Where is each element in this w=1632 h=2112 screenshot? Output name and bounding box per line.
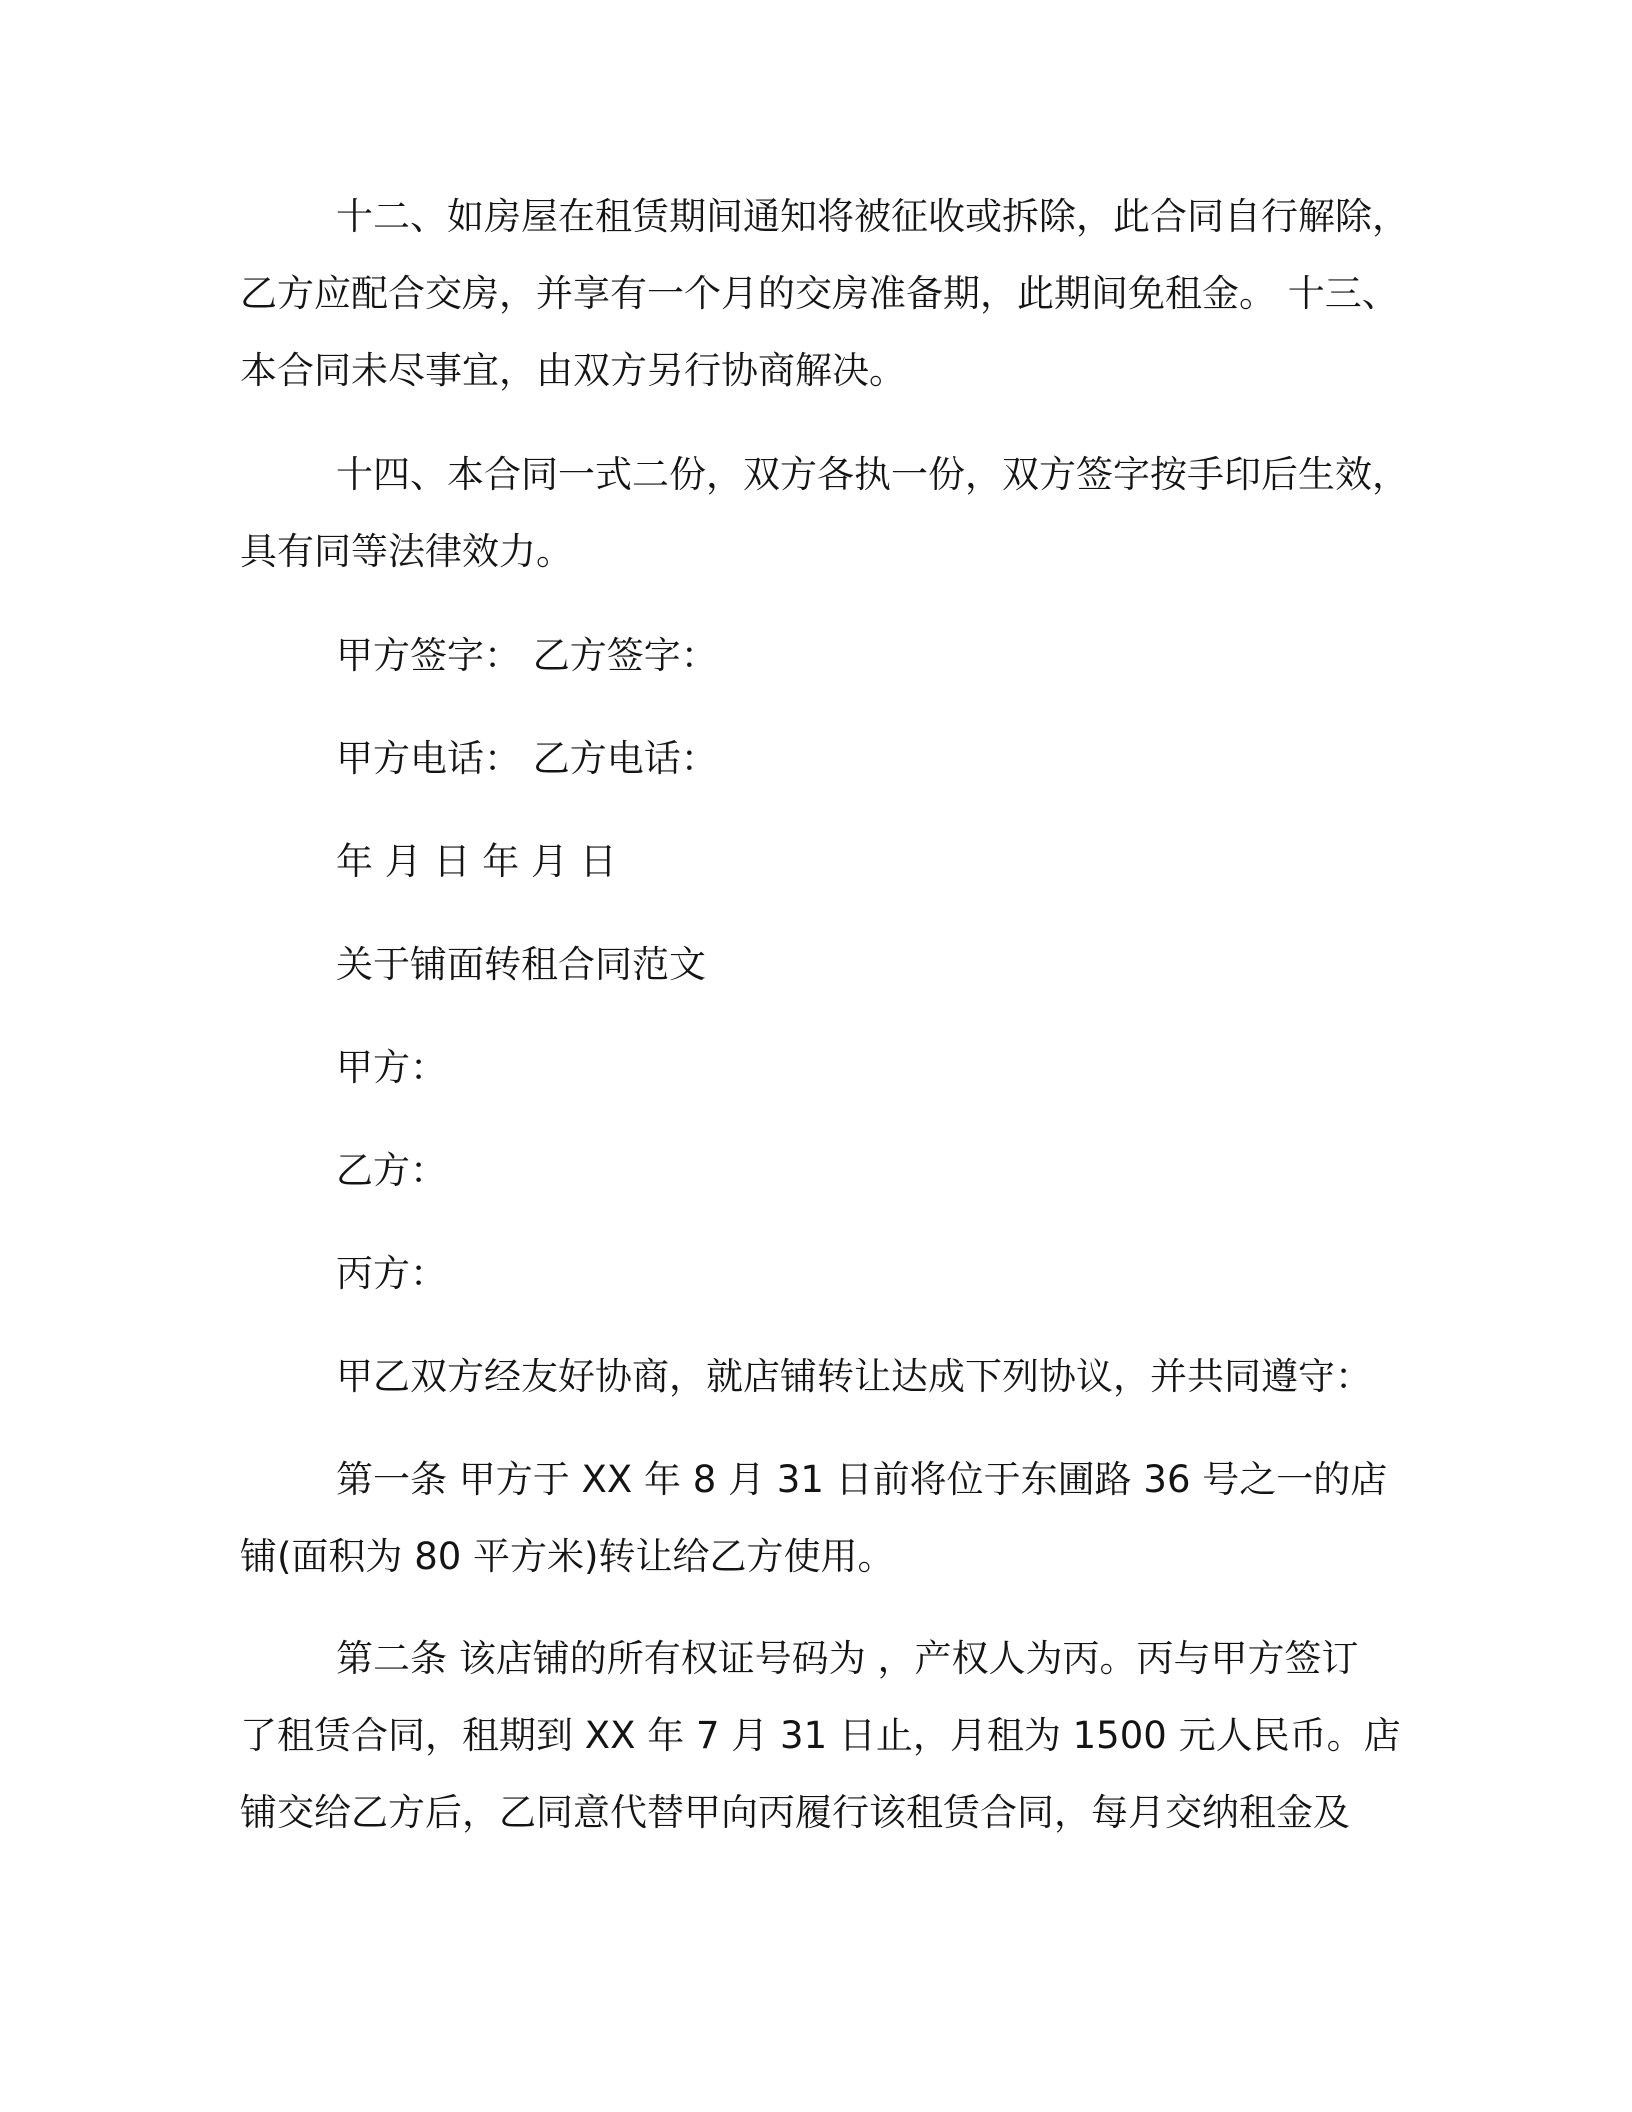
paragraph-clause-14 (240, 436, 1410, 590)
text-line: 了租赁合同，租期到 XX 年 7 月 31 日止，月租为 1500 元人民币。店 (240, 1714, 1401, 1757)
text-line: 甲方： (336, 1046, 447, 1089)
party-a-line (240, 1029, 1410, 1106)
signature-line (240, 617, 1410, 694)
text-line: 乙方应配合交房，并享有一个月的交房准备期，此期间免租金。 十三、 (240, 272, 1399, 315)
text-line: 年 月 日 年 月 日 (336, 840, 617, 883)
article-1 (240, 1441, 1410, 1595)
text-line: 第一条 甲方于 XX 年 8 月 31 日前将位于东圃路 36 号之一的店 (336, 1458, 1388, 1501)
party-b-line (240, 1132, 1410, 1209)
text-line: 丙方： (336, 1252, 447, 1295)
section-title (240, 926, 1410, 1003)
text-line: 十四、本合同一式二份，双方各执一份，双方签字按手印后生效， (336, 453, 1409, 496)
text-line: 铺交给乙方后，乙同意代替甲向丙履行该租赁合同，每月交纳租金及 (240, 1791, 1350, 1834)
text-line: 第二条 该店铺的所有权证号码为 ，产权人为丙。丙与甲方签订 (336, 1637, 1359, 1680)
text-line: 十二、如房屋在租赁期间通知将被征收或拆除，此合同自行解除， (336, 195, 1409, 238)
text-line: 甲方电话： 乙方电话： (336, 737, 718, 780)
article-2 (240, 1620, 1410, 1851)
phone-line (240, 720, 1410, 797)
text-line: 本合同未尽事宜，由双方另行协商解决。 (240, 349, 906, 392)
text-line: 具有同等法律效力。 (240, 530, 573, 573)
text-line: 甲乙双方经友好协商，就店铺转让达成下列协议，并共同遵守： (336, 1355, 1372, 1398)
party-c-line (240, 1235, 1410, 1312)
preamble (240, 1338, 1410, 1415)
text-line: 关于铺面转租合同范文 (336, 943, 706, 986)
text-line: 甲方签字： 乙方签字： (336, 634, 718, 677)
text-line: 铺(面积为 80 平方米)转让给乙方使用。 (240, 1535, 895, 1578)
text-line: 乙方： (336, 1149, 447, 1192)
date-line (240, 823, 1410, 900)
paragraph-clause-12 (240, 178, 1410, 409)
